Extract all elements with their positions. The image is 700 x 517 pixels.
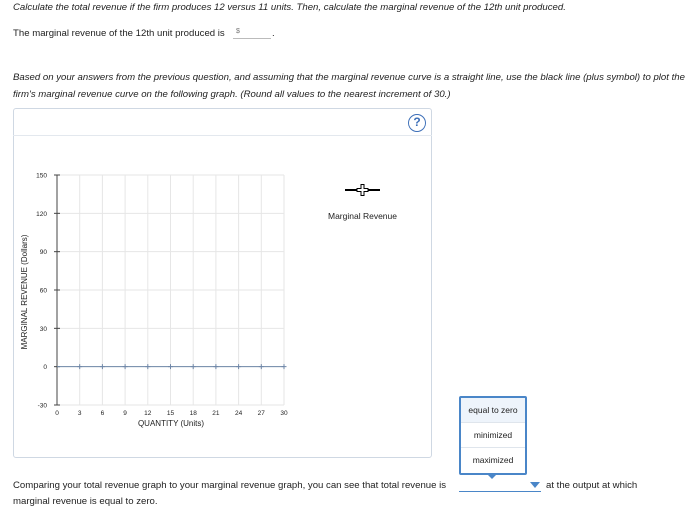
y-tick-label: 150 bbox=[36, 172, 47, 180]
comparison-text-end: marginal revenue is equal to zero. bbox=[13, 496, 158, 507]
x-tick-label: 18 bbox=[189, 410, 197, 417]
x-tick-label: 30 bbox=[280, 410, 288, 417]
y-tick-label: 60 bbox=[39, 287, 47, 295]
chevron-down-icon[interactable] bbox=[530, 482, 540, 488]
x-tick-label: 6 bbox=[100, 410, 105, 417]
marginal-revenue-label: The marginal revenue of the 12th unit produced is bbox=[13, 28, 225, 39]
x-tick-label: 12 bbox=[144, 410, 152, 417]
dropdown-option-minimized[interactable]: minimized bbox=[461, 423, 525, 448]
mr-point-marker bbox=[77, 364, 82, 369]
total-revenue-select[interactable] bbox=[459, 479, 541, 492]
y-tick-labels bbox=[36, 173, 47, 410]
y-tick-label: 30 bbox=[39, 325, 47, 333]
x-tick-label: 27 bbox=[257, 410, 265, 417]
mr-point-marker bbox=[145, 364, 150, 369]
mr-point-marker bbox=[100, 364, 105, 369]
x-tick-label: 3 bbox=[77, 410, 82, 417]
mr-series[interactable] bbox=[57, 364, 287, 369]
mr-point-marker bbox=[191, 364, 196, 369]
mr-point-marker bbox=[236, 364, 241, 369]
y-tick-label: 120 bbox=[36, 210, 47, 218]
sentence-period: . bbox=[272, 28, 275, 39]
x-tick-label: 24 bbox=[234, 410, 243, 417]
y-tick-label: -30 bbox=[37, 402, 47, 410]
x-axis-title: QUANTITY (Units) bbox=[137, 419, 205, 428]
dropdown-option-maximized[interactable]: maximized bbox=[472, 455, 514, 465]
legend-mr-plus-tool[interactable] bbox=[345, 185, 380, 196]
chart-grid bbox=[57, 175, 284, 405]
legend-label: Marginal Revenue bbox=[328, 211, 397, 221]
mr-point-marker bbox=[213, 364, 218, 369]
mr-point-marker bbox=[259, 364, 264, 369]
x-tick-label: 0 bbox=[55, 410, 59, 417]
x-tick-label: 9 bbox=[123, 410, 127, 417]
y-tick-label: 0 bbox=[43, 364, 47, 372]
comparison-text-after: at the output at which bbox=[546, 480, 638, 491]
dropdown-option-equal-to-zero[interactable]: equal to zero bbox=[461, 398, 525, 423]
help-icon[interactable]: ? bbox=[408, 114, 426, 132]
comparison-text-before: Comparing your total revenue graph to your marginal revenue graph, you can see that total revenue is bbox=[13, 480, 447, 491]
mr-point-marker bbox=[282, 364, 287, 369]
chart-axes bbox=[54, 175, 60, 405]
total-revenue-dropdown-menu bbox=[459, 396, 527, 475]
mr-point-marker bbox=[123, 364, 128, 369]
y-tick-label: 90 bbox=[39, 249, 47, 257]
x-tick-label: 15 bbox=[166, 410, 175, 417]
x-tick-label: 21 bbox=[212, 410, 220, 417]
x-tick-labels bbox=[55, 410, 288, 417]
y-axis-title: MARGINAL REVENUE (Dollars) bbox=[20, 234, 29, 350]
graph-instructions: Based on your answers from the previous question, and assuming that the marginal revenue curve is a straight line, use the black line (plus symbol) to plot the firm's marginal revenue curve on the following graph. (Round all values to the nearest increment of 30.) bbox=[13, 72, 685, 100]
question-prompt: Calculate the total revenue if the firm produces 12 versus 11 units. Then, calculate the marginal revenue of the 12th unit produced. bbox=[13, 2, 566, 13]
mr-point-marker bbox=[168, 364, 173, 369]
